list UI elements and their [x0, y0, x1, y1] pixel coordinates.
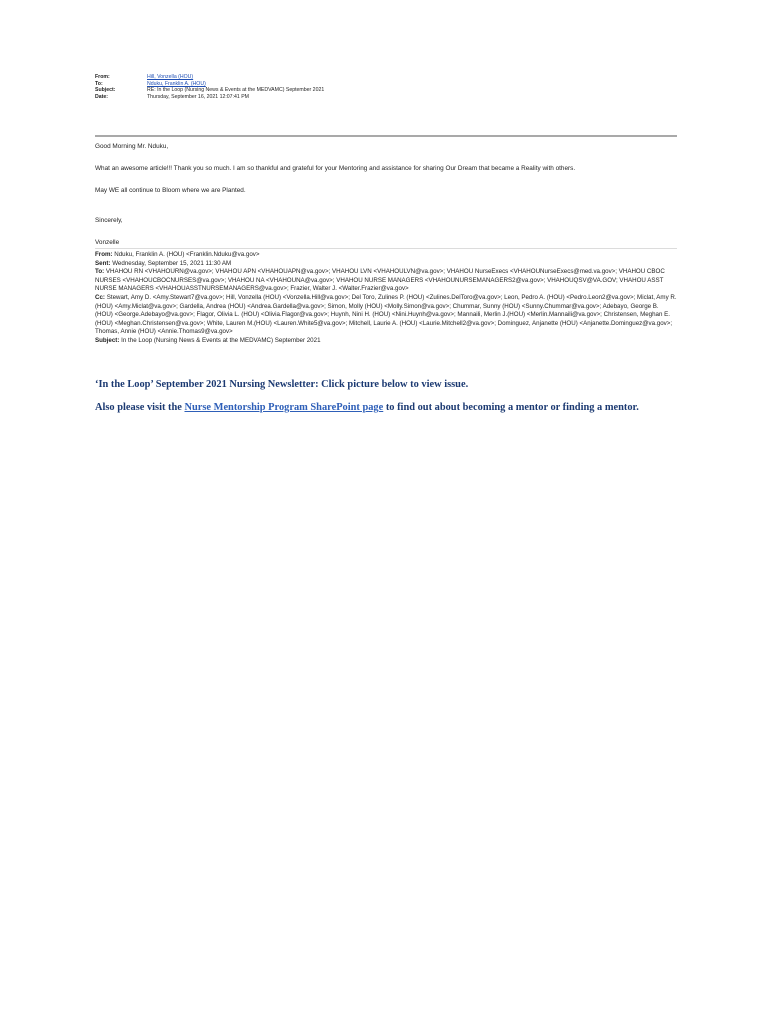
original-to — [95, 268, 677, 294]
original-sent — [95, 260, 677, 269]
original-to-value: VHAHOU RN <VHAHOURN@va.gov>; VHAHOU APN <VHAHOUAPN@va.gov>; VHAHOU LVN <VHAHOULVN@va.gov>; VHAHOU NurseExecs <VHAHOUNurseExecs@med.va.gov>; VHAHOU CBOC NURSES <VHAHOUCBOCNURSES@va.gov>; VHAHOU NA <VHAHOUNA@va.gov>; VHAHOU NURSE MANAGERS <VHAHOUNURSEMANAGERS2@va.gov>; VHAHOUQSV@VA.GOV; VHAHOU ASST NURSE MANAGERS <VHAHOUASSTNURSEMANAGERS@va.gov>; Frazier, Walter J. <Walter.Frazier@va.gov> — [95, 268, 665, 293]
reply-signature: Vonzelle — [95, 239, 120, 246]
mentorship-prefix: Also please visit the — [95, 402, 185, 413]
header-subject-row — [95, 87, 324, 94]
header-subject-value: RE: In the Loop (Nursing News & Events at the MEDVAMC) September 2021 — [147, 87, 325, 94]
header-subject-label: Subject: — [95, 87, 116, 94]
reply-body — [95, 143, 677, 247]
reply-paragraph-1: What an awesome article!!! Thank you so much. I am so thankful and grateful for your Mentoring and assistance for sharing Our Dream that became a Reality with others. — [95, 165, 576, 172]
original-cc — [95, 294, 677, 337]
header-date-label: Date: — [95, 93, 108, 100]
original-sent-label: Sent: — [95, 259, 111, 267]
header-from-row — [95, 74, 324, 81]
original-from-value: Nduku, Franklin A. (HOU) <Franklin.Nduku@va.gov> — [114, 251, 260, 258]
original-message — [95, 248, 677, 346]
mentorship-line — [95, 401, 695, 414]
mentorship-sharepoint-link[interactable]: Nurse Mentorship Program SharePoint page — [184, 402, 384, 413]
reply-paragraph-2: May WE all continue to Bloom where we are Planted. — [95, 187, 246, 194]
header-to-link[interactable]: Nduku, Franklin A. (HOU) — [147, 80, 206, 87]
header-from-label: From: — [95, 74, 110, 80]
mentorship-suffix: to find out about becoming a mentor or finding a mentor. — [383, 402, 639, 413]
original-cc-value: Stewart, Amy D. <Amy.Stewart7@va.gov>; Hill, Vonzella (HOU) <Vonzella.Hill@va.gov>; Del Toro, Zulines P. (HOU) <Zulines.DelToro@va.gov>; Leon, Pedro A. (HOU) <Pedro.Leon2@va.gov>; Miclat, Amy R. (HOU) <Amy.Miclat@va.gov>; Gardella, Andrea (HOU) <Andrea.Gardella@va.gov>; Simon, Molly (HOU) <Molly.Simon@va.gov>; Chummar, Sunny (HOU) <Sunny.Chummar@va.gov>; Adebayo, George B. (HOU) <George.Adebayo@va.gov>; Flagor, Olivia L. (HOU) <Olivia.Flagor@va.gov>; Huynh, Nini H. (HOU) <Nini.Huynh@va.gov>; Mannaili, Merlin J.(HOU) <Merlin.Mannaili@va.gov>; Christensen, Meghan E.(HOU) <Meghan.Christensen@va.gov>; White, Lauren M.(HOU) <Lauren.White5@va.gov>; Mitchell, Laurie A. (HOU) <Laurie.Mitchell2@va.gov>; Dominguez, Anjanette (HOU) <Anjanette.Dominguez@va.gov>; Thomas, Annie (HOU) <Annie.Thomas9@va.gov> — [95, 293, 677, 336]
header-divider — [95, 135, 677, 137]
original-subject-label: Subject: — [95, 336, 120, 344]
email-header — [95, 74, 324, 100]
header-from-link[interactable]: Hill, Vonzella (HOU) — [147, 74, 194, 80]
original-subject-value: In the Loop (Nursing News & Events at the MEDVAMC) September 2021 — [121, 336, 321, 344]
newsletter-title: ‘In the Loop’ September 2021 Nursing Newsletter: Click picture below to view issue. — [95, 379, 469, 390]
original-subject — [95, 337, 677, 346]
reply-greeting: Good Morning Mr. Nduku, — [95, 143, 169, 150]
reply-closing: Sincerely, — [95, 217, 123, 224]
original-to-label: To: — [95, 268, 105, 276]
header-date-value: Thursday, September 16, 2021 12:07:41 PM — [147, 93, 249, 100]
header-to-label: To: — [95, 80, 103, 87]
header-date-row — [95, 94, 324, 101]
original-cc-label: Cc: — [95, 293, 105, 301]
newsletter-section — [95, 378, 695, 414]
original-from-label: From: — [95, 251, 113, 258]
header-to-row — [95, 81, 324, 88]
original-sent-value: Wednesday, September 15, 2021 11:30 AM — [112, 259, 232, 267]
original-from — [95, 251, 677, 260]
